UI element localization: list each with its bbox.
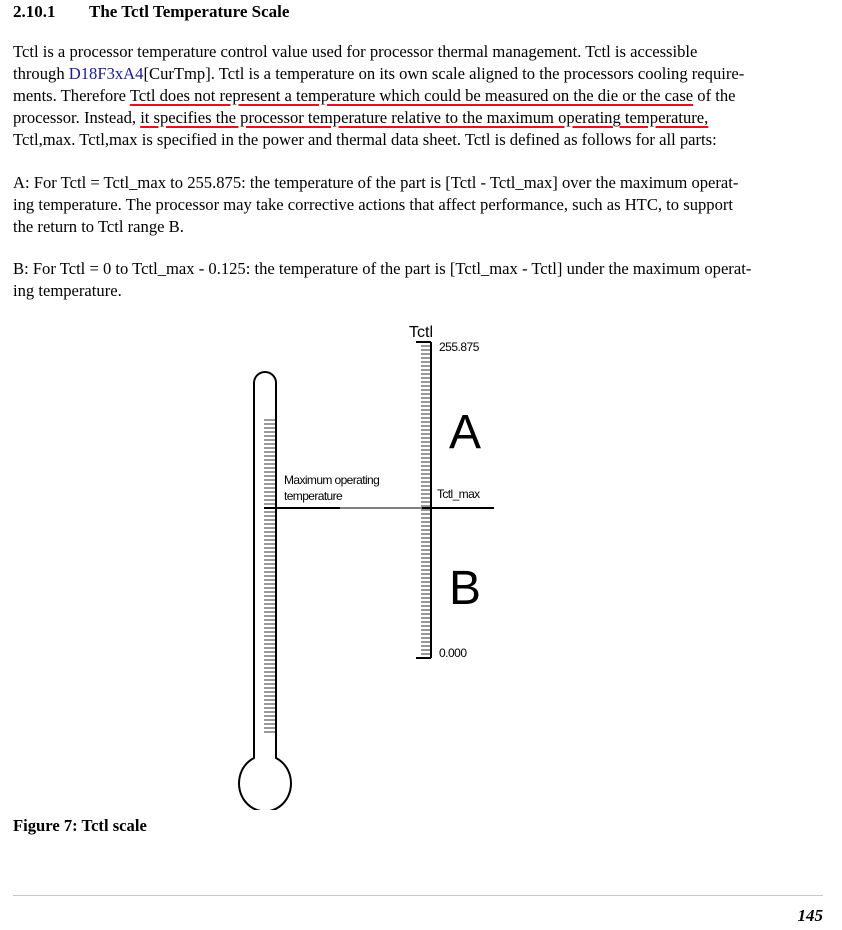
range-b-line-1: B: For Tctl = 0 to Tctl_max - 0.125: the temperature of the part is [Tctl_max - Tctl] under the maximum operat- — [13, 259, 752, 278]
intro-line-2 — [13, 63, 833, 85]
intro-line-3-start: ments. Therefore — [13, 86, 130, 105]
paragraph-range-a — [13, 172, 833, 238]
register-link[interactable]: D18F3xA4 — [68, 64, 144, 83]
section-heading — [13, 2, 289, 22]
section-title: The Tctl Temperature Scale — [89, 2, 290, 21]
range-a-line-2: ing temperature. The processor may take corrective actions that affect performance, such as HTC, to support — [13, 195, 734, 214]
thermometer-outline — [239, 372, 291, 810]
region-b-label: B — [449, 562, 482, 615]
intro-line-2-end: [CurTmp]. Tctl is a temperature on its own scale aligned to the processors cooling require- — [143, 64, 745, 83]
thermometer-label-line-2: temperature — [284, 489, 343, 503]
range-b-line-2: ing temperature. — [13, 281, 122, 300]
intro-line-5: Tctl,max. Tctl,max is specified in the power and thermal data sheet. Tctl is defined as follows for all parts: — [13, 130, 717, 149]
range-a-line-3: the return to Tctl range B. — [13, 217, 184, 236]
tctl-axis-title: Tctl — [409, 324, 433, 341]
paragraph-range-b — [13, 258, 833, 302]
footer-rule — [13, 895, 823, 896]
intro-line-1: Tctl is a processor temperature control value used for processor thermal management. Tctl is accessible — [13, 42, 698, 61]
section-number: 2.10.1 — [13, 2, 56, 21]
tctl-max-label: Tctl_max — [437, 487, 480, 501]
tctl-bottom-value: 0.000 — [439, 646, 467, 660]
intro-line-4 — [13, 107, 833, 129]
tctl-scale-ticks — [421, 346, 431, 654]
thermometer-label-line-1: Maximum operating — [284, 473, 380, 487]
paragraph-intro — [13, 41, 833, 151]
highlight-not-die-temperature: Tctl does not represent a temperature which could be measured on the die or the case — [129, 86, 694, 105]
tctl-scale-figure — [0, 300, 842, 810]
intro-line-2-start: through — [13, 64, 69, 83]
figure-caption: Figure 7: Tctl scale — [13, 816, 147, 835]
intro-line-3 — [13, 85, 833, 107]
intro-line-3-end: of the — [693, 86, 736, 105]
page-number: 145 — [797, 906, 823, 925]
highlight-relative-to-max: it specifies the processor temperature relative to the maximum operating temperature, — [140, 108, 709, 127]
region-a-label: A — [449, 406, 482, 459]
range-a-line-1: A: For Tctl = Tctl_max to 255.875: the temperature of the part is [Tctl - Tctl_max] over the maximum operat- — [13, 173, 739, 192]
tctl-top-value: 255.875 — [439, 340, 479, 354]
intro-line-4-start: processor. Instead, — [13, 108, 141, 127]
thermometer-ticks — [264, 420, 276, 732]
